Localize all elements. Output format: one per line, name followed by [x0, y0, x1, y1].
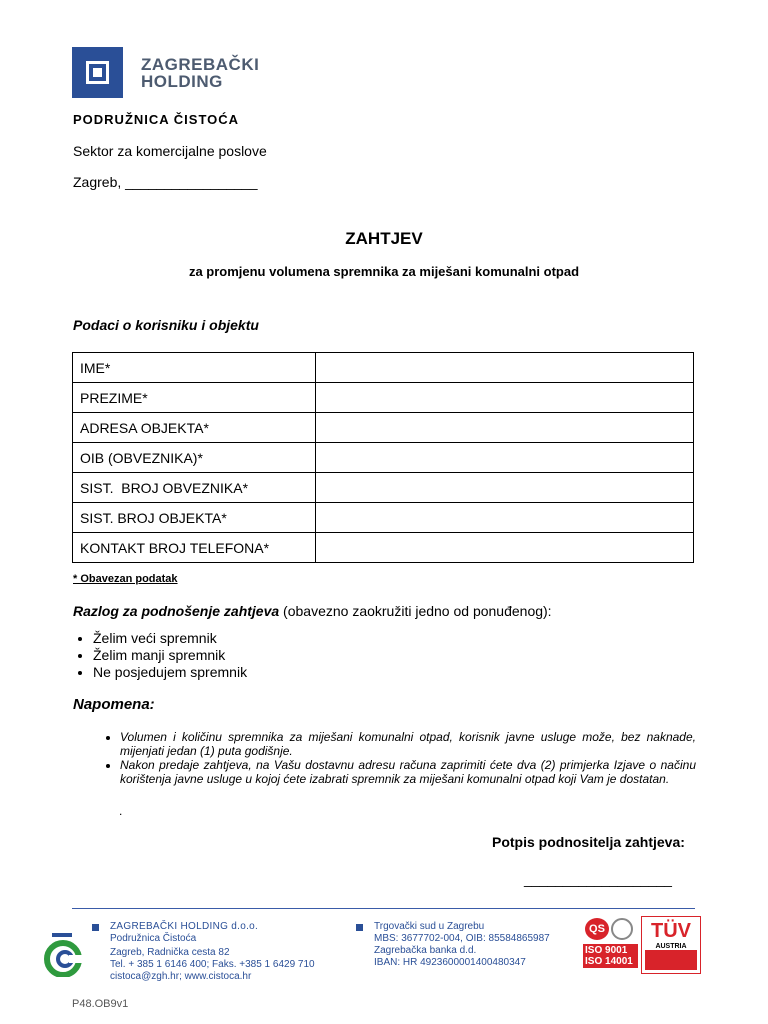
trailing-dot: . [119, 804, 123, 818]
table-row [73, 533, 694, 563]
row-label: SIST. BROJ OBVEZNIKA* [73, 473, 316, 503]
signature-label: Potpis podnositelja zahtjeva: [492, 834, 685, 850]
branch-name: PODRUŽNICA ČISTOĆA [73, 112, 240, 127]
place-date-field[interactable]: Zagreb, _________________ [73, 174, 258, 190]
reason-prompt [73, 603, 552, 619]
note-item: • Volumen i količinu spremnika za miješani komunalni otpad, korisnik javne usluge može, bez naknade, mijenjati jedan (1) puta godišnje. [120, 730, 696, 758]
row-label: SIST. BROJ OBJEKTA* [73, 503, 316, 533]
qs-badge-icon: QS [585, 918, 609, 940]
row-value-field[interactable] [316, 353, 694, 383]
row-value-field[interactable] [316, 413, 694, 443]
row-value-field[interactable] [316, 473, 694, 503]
row-label: PREZIME* [73, 383, 316, 413]
row-value-field[interactable] [316, 503, 694, 533]
footer-company: ZAGREBAČKI HOLDING d.o.o. Podružnica Čistoća Zagreb, Radnička cesta 82 Tel. + 385 1 6146 400; Faks. +385 1 6429 710 cistoca@zgh.hr; www.cistoca.hr [110, 921, 315, 982]
note-item: • Nakon predaje zahtjeva, na Vašu dostavnu adresu računa zaprimiti ćete dva (2) primjerka Izjave o načinu korištenja javne usluge u kojoj ćete izabrati spremnik za miješani komunalni otpad koji Vam je dostatan. [120, 758, 696, 786]
option-no-container[interactable]: • Ne posjedujem spremnik [93, 664, 247, 681]
reason-bold: Razlog za podnošenje zahtjeva [73, 603, 280, 619]
company-logo [72, 47, 259, 98]
note-title: Napomena: [73, 696, 155, 713]
reason-options [75, 630, 247, 681]
table-row [73, 473, 694, 503]
table-row [73, 353, 694, 383]
row-value-field[interactable] [316, 533, 694, 563]
seal-icon [611, 918, 633, 940]
table-row [73, 413, 694, 443]
document-title: ZAHTJEV [345, 229, 423, 248]
footer-divider [72, 908, 695, 909]
document-id: P48.OB9v1 [72, 998, 129, 1010]
required-note: * Obavezan podatak [73, 573, 178, 585]
footer-bullet-icon [92, 924, 99, 931]
reason-rest: (obavezno zaokružiti jedno od ponuđenog): [279, 603, 552, 619]
company-name: ZAGREBAČKI HOLDING [141, 54, 260, 91]
cistoca-logo-icon [42, 933, 84, 977]
option-bigger-container[interactable]: • Želim veći spremnik [93, 630, 247, 647]
row-label: OIB (OBVEZNIKA)* [73, 443, 316, 473]
row-label: ADRESA OBJEKTA* [73, 413, 316, 443]
notes-list [76, 730, 696, 786]
table-row [73, 443, 694, 473]
zagrebacki-holding-logo-icon [72, 47, 123, 98]
option-smaller-container[interactable]: • Želim manji spremnik [93, 647, 247, 664]
footer-registry: Trgovački sud u Zagrebu MBS: 3677702-004, OIB: 85584865987 Zagrebačka banka d.d. IBAN: HR 4923600001400480347 [374, 921, 550, 968]
signature-line[interactable]: ___________________ [524, 871, 672, 887]
iso-cert-badge: QS ISO 9001 ISO 14001 [583, 916, 638, 968]
section-title: Podaci o korisniku i objektu [73, 317, 259, 333]
tuv-austria-badge: TÜV AUSTRIA [641, 916, 701, 974]
footer-bullet-icon [356, 924, 363, 931]
row-value-field[interactable] [316, 383, 694, 413]
document-subtitle: za promjenu volumena spremnika za miješani komunalni otpad [188, 264, 580, 279]
sector-name: Sektor za komercijalne poslove [73, 143, 267, 159]
table-row [73, 503, 694, 533]
table-row [73, 383, 694, 413]
user-data-table [72, 352, 694, 563]
row-label: KONTAKT BROJ TELEFONA* [73, 533, 316, 563]
row-label: IME* [73, 353, 316, 383]
row-value-field[interactable] [316, 443, 694, 473]
